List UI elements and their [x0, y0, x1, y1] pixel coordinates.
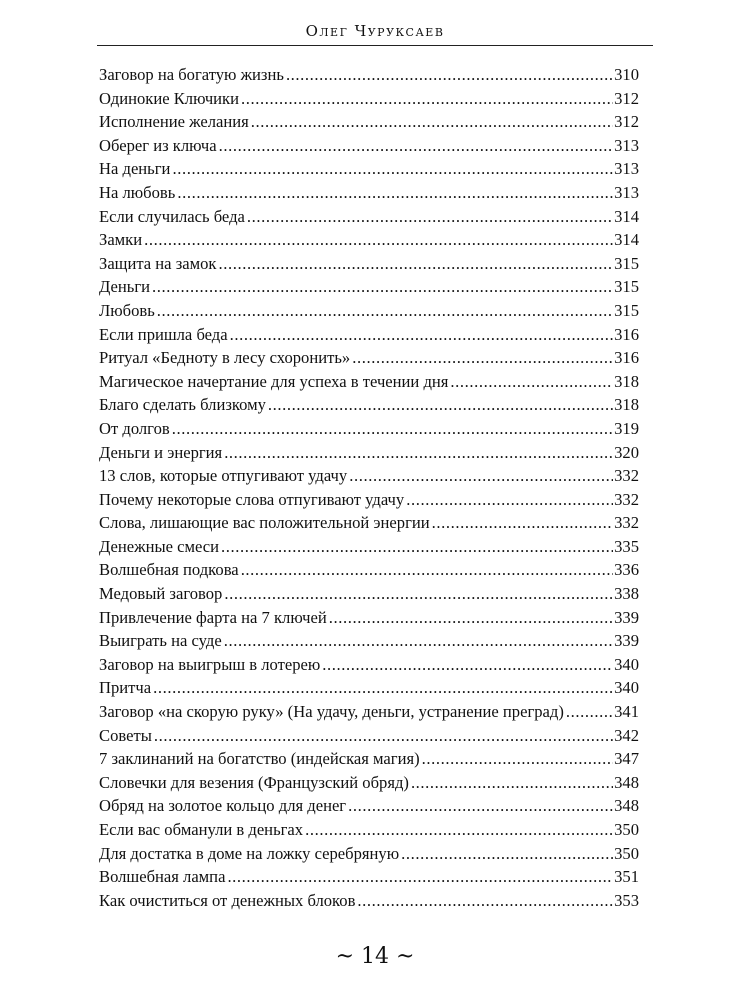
toc-entry [99, 865, 639, 889]
toc-entry [99, 889, 639, 913]
toc-dot-leader [230, 323, 613, 347]
toc-entry [99, 228, 639, 252]
toc-entry [99, 771, 639, 795]
toc-entry-page: 353 [614, 890, 639, 910]
toc-dot-leader [401, 842, 613, 866]
toc-entry [99, 535, 639, 559]
toc-entry-page: 320 [614, 442, 639, 462]
toc-dot-leader [144, 228, 613, 252]
toc-dot-leader [305, 818, 613, 842]
toc-entry-title: Денежные смеси [99, 536, 220, 556]
toc-entry-page: 341 [614, 702, 639, 722]
toc-entry [99, 134, 639, 158]
toc-dot-leader [357, 889, 613, 913]
toc-entry-page: 315 [614, 277, 639, 297]
toc-entry [99, 653, 639, 677]
page-number: ~ 14 ~ [335, 944, 415, 969]
toc-entry-title: Волшебная лампа [99, 867, 226, 887]
toc-dot-leader [219, 134, 614, 158]
toc-entry-page: 339 [614, 631, 639, 651]
header-rule [97, 45, 653, 46]
toc-entry [99, 818, 639, 842]
toc-dot-leader [247, 205, 613, 229]
toc-entry-title: Деньги и энергия [99, 442, 223, 462]
toc-dot-leader [286, 63, 613, 87]
toc-entry-title: Заговор на выигрыш в лотерею [99, 654, 321, 674]
toc-dot-leader [218, 252, 613, 276]
toc-dot-leader [411, 771, 613, 795]
toc-entry-title: Деньги [99, 277, 151, 297]
toc-entry-title: Оберег из ключа [99, 135, 217, 155]
toc-dot-leader [157, 299, 613, 323]
toc-entry-title: От долгов [99, 418, 170, 438]
toc-entry-title: Защита на замок [99, 253, 217, 273]
toc-dot-leader [154, 724, 613, 748]
toc-dot-leader [432, 511, 613, 535]
toc-dot-leader [172, 417, 613, 441]
toc-entry [99, 299, 639, 323]
toc-dot-leader [322, 653, 613, 677]
toc-dot-leader [152, 275, 613, 299]
toc-entry-page: 332 [614, 513, 639, 533]
toc-entry-page: 339 [614, 607, 639, 627]
toc-entry-title: 13 слов, которые отпугивают удачу [99, 466, 348, 486]
toc-entry-page: 318 [614, 395, 639, 415]
toc-dot-leader [329, 606, 613, 630]
toc-entry-title: Выиграть на суде [99, 631, 222, 651]
toc-entry-page: 310 [614, 65, 639, 84]
toc-entry-page: 316 [614, 348, 639, 368]
toc-entry [99, 370, 639, 394]
toc-entry-title: Заговор «на скорую руку» (На удачу, деньги, устранение преград) [99, 702, 564, 722]
toc-dot-leader [349, 464, 613, 488]
toc-entry-page: 316 [614, 324, 639, 344]
toc-entry-title: Ритуал «Бедноту в лесу схоронить» [99, 348, 351, 368]
toc-entry-title: Если случилась беда [99, 206, 245, 226]
toc-entry-title: Если вас обманули в деньгах [99, 820, 304, 839]
toc-entry-page: 318 [614, 371, 639, 391]
toc-entry-page: 313 [614, 182, 639, 202]
toc-entry-page: 332 [614, 466, 639, 486]
toc-entry-page: 340 [614, 678, 639, 698]
toc-entry [99, 393, 639, 417]
toc-entry [99, 747, 639, 771]
toc-entry [99, 205, 639, 229]
toc-entry [99, 582, 639, 606]
toc-dot-leader [224, 582, 613, 606]
toc-entry-title: 7 заклинаний на богатство (индейская магия) [99, 749, 420, 769]
toc-entry [99, 511, 639, 535]
toc-entry [99, 252, 639, 276]
toc-entry-page: 313 [614, 135, 639, 155]
toc-entry-title: Привлечение фарта на 7 ключей [99, 607, 327, 627]
toc-entry-title: Волшебная подкова [99, 560, 239, 580]
toc-entry [99, 275, 639, 299]
toc-entry [99, 794, 639, 818]
toc-entry-page: 332 [614, 489, 639, 509]
toc-entry-title: Для достатка в доме на ложку серебряную [99, 843, 400, 863]
toc-entry [99, 488, 639, 512]
toc-dot-leader [153, 676, 613, 700]
toc-entry-page: 314 [614, 230, 639, 250]
toc-entry-page: 350 [614, 820, 639, 839]
toc-entry [99, 181, 639, 205]
toc-entry-page: 338 [614, 584, 639, 604]
toc-dot-leader [268, 393, 613, 417]
toc-entry-page: 314 [614, 206, 639, 226]
toc-entry-page: 348 [614, 772, 639, 792]
toc-dot-leader [251, 110, 613, 134]
toc-entry-title: Замки [99, 230, 143, 250]
table-of-contents [99, 63, 639, 912]
toc-entry [99, 346, 639, 370]
toc-entry [99, 323, 639, 347]
toc-entry [99, 157, 639, 181]
toc-dot-leader [566, 700, 613, 724]
toc-entry [99, 676, 639, 700]
toc-entry-page: 312 [614, 88, 639, 108]
running-head: Олег Чуруксаев [305, 22, 445, 40]
toc-entry-page: 342 [614, 725, 639, 745]
toc-entry [99, 700, 639, 724]
toc-entry [99, 110, 639, 134]
toc-entry-title: На деньги [99, 159, 171, 179]
toc-entry [99, 842, 639, 866]
toc-dot-leader [227, 865, 613, 889]
toc-dot-leader [221, 535, 613, 559]
toc-entry-title: Если пришла беда [99, 324, 228, 344]
toc-entry-page: 335 [614, 536, 639, 556]
toc-dot-leader [241, 87, 613, 111]
toc-dot-leader [422, 747, 613, 771]
toc-entry-page: 313 [614, 159, 639, 179]
toc-entry-title: Словечки для везения (Французский обряд) [99, 772, 409, 792]
toc-entry-page: 315 [614, 253, 639, 273]
toc-entry-title: Любовь [99, 300, 155, 320]
toc-entry-page: 336 [614, 560, 639, 580]
toc-entry-title: Как очиститься от денежных блоков [99, 890, 356, 910]
toc-entry-title: Исполнение желания [99, 112, 249, 132]
toc-entry-page: 315 [614, 300, 639, 320]
toc-entry-title: Почему некоторые слова отпугивают удачу [99, 489, 405, 509]
toc-entry [99, 629, 639, 653]
toc-dot-leader [450, 370, 613, 394]
toc-dot-leader [241, 558, 613, 582]
toc-entry [99, 558, 639, 582]
toc-entry-title: Советы [99, 725, 152, 745]
toc-dot-leader [224, 441, 613, 465]
toc-entry-page: 350 [614, 843, 639, 863]
toc-entry-title: Благо сделать близкому [99, 395, 266, 415]
toc-entry [99, 606, 639, 630]
toc-entry-page: 319 [614, 418, 639, 438]
toc-entry-title: Обряд на золотое кольцо для денег [99, 796, 347, 816]
toc-entry-page: 340 [614, 654, 639, 674]
toc-entry-page: 348 [614, 796, 639, 816]
toc-entry [99, 464, 639, 488]
toc-entry-page: 351 [614, 867, 639, 887]
toc-entry-page: 347 [614, 749, 639, 769]
toc-entry [99, 417, 639, 441]
toc-entry [99, 441, 639, 465]
toc-dot-leader [224, 629, 613, 653]
toc-entry-title: Магическое начертание для успеха в течении дня [99, 371, 449, 391]
toc-dot-leader [172, 157, 613, 181]
toc-dot-leader [352, 346, 613, 370]
toc-dot-leader [177, 181, 613, 205]
toc-entry-title: Одинокие Ключики [99, 88, 240, 108]
toc-entry-title: Медовый заговор [99, 584, 223, 604]
toc-entry [99, 87, 639, 111]
toc-dot-leader [406, 488, 613, 512]
toc-entry [99, 63, 639, 87]
toc-entry-title: Заговор на богатую жизнь [99, 65, 284, 84]
toc-entry-title: На любовь [99, 182, 176, 202]
toc-entry-title: Слова, лишающие вас положительной энергии [99, 513, 430, 533]
toc-dot-leader [348, 794, 613, 818]
toc-entry-page: 312 [614, 112, 639, 132]
toc-entry [99, 724, 639, 748]
toc-entry-title: Притча [99, 678, 152, 698]
